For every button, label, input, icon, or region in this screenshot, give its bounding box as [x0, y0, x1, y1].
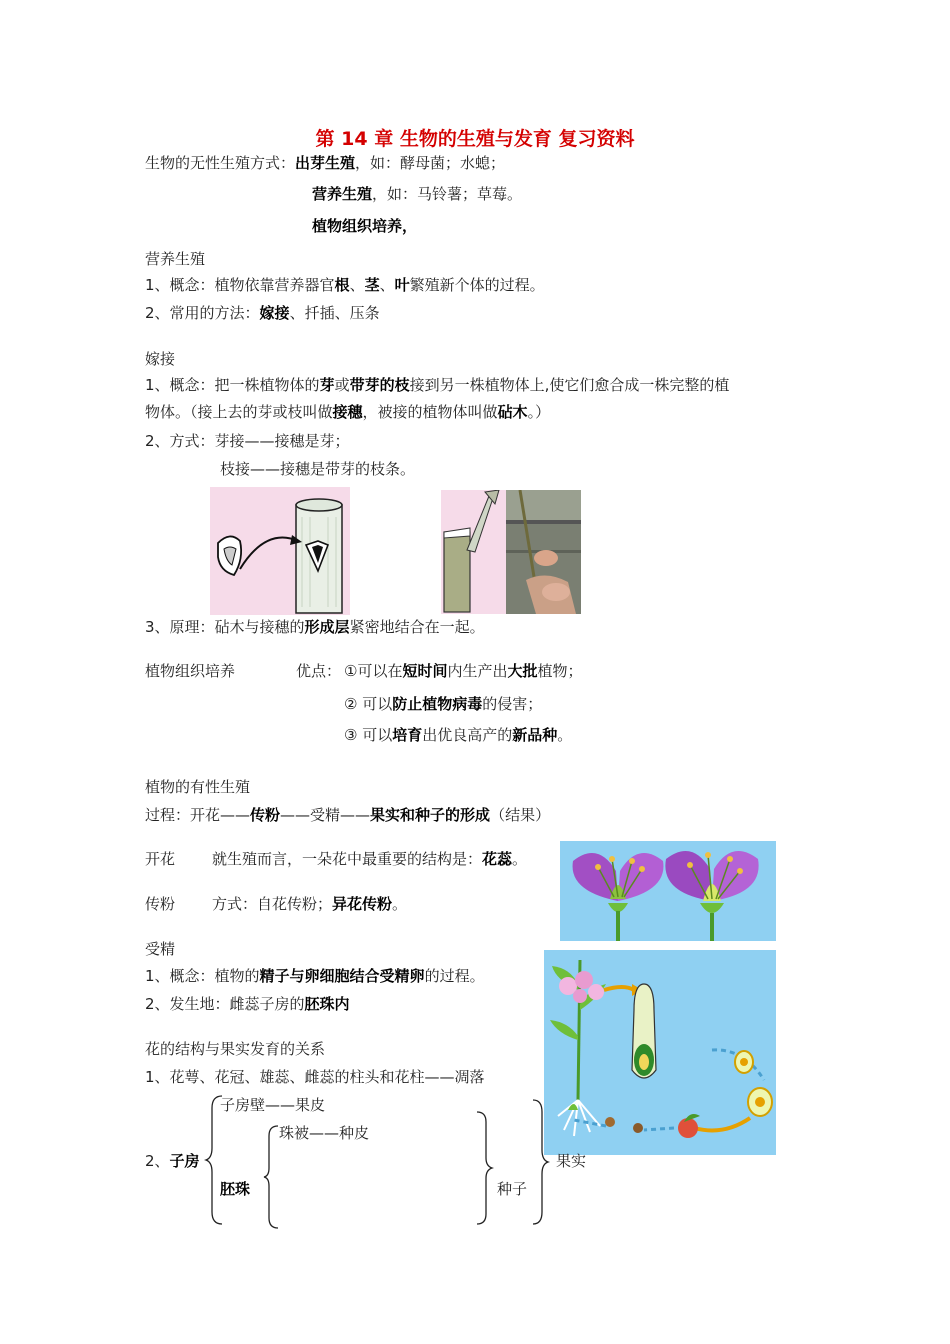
seed-right-brace — [474, 1110, 494, 1226]
veg-methods — [145, 303, 380, 323]
short-time-term: 短时间 — [402, 662, 448, 680]
sep: 、 — [349, 276, 365, 294]
two-flowers-drawing — [560, 841, 776, 941]
culture-advantage-2 — [344, 694, 542, 714]
graft-heading: 嫁接 — [145, 350, 176, 368]
budded-branch-term: 带芽的枝 — [349, 376, 410, 394]
fert-loc-a: 2、发生地：雌蕊子房的 — [145, 995, 305, 1013]
fruit-seed-term: 果实和种子的形成 — [370, 806, 491, 824]
ovule-location-term: 胚珠内 — [304, 995, 350, 1013]
fert-concept — [145, 966, 485, 986]
ovary-left-brace — [204, 1094, 226, 1226]
plant-life-cycle-drawing — [544, 950, 776, 1155]
flower-illustration — [560, 841, 776, 941]
process-a: 过程：开花—— — [145, 806, 251, 824]
cambium-term: 形成层 — [304, 618, 350, 636]
flowering-label: 开花 — [145, 850, 176, 868]
adv3-e: 。 — [557, 726, 573, 744]
fruit-label: 果实 — [556, 1152, 587, 1170]
graft-concept-f: 。） — [527, 403, 551, 421]
pollination-label: 传粉 — [145, 895, 176, 913]
sexual-heading: 植物的有性生殖 — [145, 778, 251, 796]
graft-principle-c: 紧密地结合在一起。 — [349, 618, 485, 636]
ovary-wall-line: 子房壁——果皮 — [220, 1096, 326, 1114]
graft-concept-d: 物体。（接上去的芽或枝叫做 — [145, 403, 333, 421]
fert-a: 1、概念：植物的 — [145, 967, 260, 985]
tissue-culture-line — [312, 216, 417, 236]
culture-advantage-1 — [344, 661, 583, 681]
page-title: 第 14 章 生物的生殖与发育 复习资料 — [315, 128, 635, 150]
graft-concept-1 — [145, 375, 729, 395]
process-d: （结果） — [490, 806, 551, 824]
scion-term: 接穗 — [332, 403, 363, 421]
fruit-right-brace — [530, 1098, 550, 1226]
graft-concept-a: 1、概念：把一株植物体的 — [145, 376, 320, 394]
or-word: 或 — [334, 376, 350, 394]
sep: 、 — [379, 276, 395, 294]
veg-concept-c: 繁殖新个体的过程。 — [409, 276, 545, 294]
flowering-a: 就生殖而言，一朵花中最重要的结构是： — [212, 850, 483, 868]
stem-term: 茎 — [364, 276, 380, 294]
veg-concept-a: 1、概念：植物依靠营养器官 — [145, 276, 335, 294]
veg-methods-c: 、扦插、压条 — [289, 304, 380, 322]
fruit-heading: 花的结构与果实发育的关系 — [145, 1040, 326, 1058]
budding-term: 出芽生殖 — [295, 154, 356, 172]
adv1-a: ①可以在 — [344, 662, 403, 680]
graft-concept-2 — [145, 402, 550, 422]
virus-term: 防止植物病毒 — [392, 695, 483, 713]
graft-principle-a: 3、原理：砧木与接穗的 — [145, 618, 305, 636]
veg-concept — [145, 275, 545, 295]
flowering-text — [212, 849, 527, 869]
new-variety-term: 新品种 — [512, 726, 558, 744]
flowering-c: 。 — [512, 850, 528, 868]
pollination-a: 方式：自花传粉； — [212, 895, 333, 913]
graft-concept-c: 接到另一株植物体上,使它们愈合成一株完整的植 — [409, 376, 730, 394]
breed-term: 培育 — [392, 726, 423, 744]
vegetative-term: 营养生殖 — [312, 185, 373, 203]
adv1-e: 植物； — [537, 662, 583, 680]
bud-term: 芽 — [319, 376, 335, 394]
pollination-text — [212, 894, 407, 914]
rootstock-term: 砧木 — [497, 403, 528, 421]
fert-heading: 受精 — [145, 940, 176, 958]
branch-grafting-drawing — [441, 490, 506, 614]
asexual-intro: 生物的无性生殖方式： — [145, 154, 296, 172]
adv2-a: ② 可以 — [344, 695, 393, 713]
ovary-term: 子房 — [169, 1152, 200, 1170]
sperm-egg-term: 精子与卵细胞结合受精卵 — [259, 967, 425, 985]
fert-location — [145, 994, 350, 1014]
culture-advantages-label: 优点： — [296, 662, 342, 680]
ovary-num: 2、 — [145, 1152, 170, 1170]
adv1-c: 内生产出 — [447, 662, 508, 680]
seed-label: 种子 — [497, 1180, 528, 1198]
ovule-term: 胚珠 — [220, 1180, 251, 1198]
graft-method-branch: 枝接——接穗是带芽的枝条。 — [220, 460, 416, 478]
adv3-a: ③ 可以 — [344, 726, 393, 744]
graft-concept-e: ，被接的植物体叫做 — [362, 403, 498, 421]
branch-grafting-photo — [506, 490, 581, 614]
vegetative-examples: ，如：马铃薯；草莓。 — [372, 185, 523, 203]
bud-grafting-drawing — [210, 487, 350, 615]
graft-principle — [145, 617, 485, 637]
ovary-line — [145, 1151, 200, 1171]
culture-heading: 植物组织培养 — [145, 662, 236, 680]
hands-grafting-photo — [506, 490, 581, 614]
root-term: 根 — [334, 276, 350, 294]
bud-grafting-illustration — [210, 487, 350, 615]
fert-c: 的过程。 — [424, 967, 485, 985]
tissue-culture-term: 植物组织培养， — [312, 217, 418, 235]
large-batch-term: 大批 — [507, 662, 538, 680]
process-c: ——受精—— — [280, 806, 371, 824]
adv3-c: 出优良高产的 — [422, 726, 513, 744]
vegetative-line — [312, 184, 522, 204]
asexual-intro-line — [145, 153, 505, 173]
pollination-term: 传粉 — [250, 806, 281, 824]
cross-pollination-term: 异花传粉 — [332, 895, 393, 913]
ovule-left-brace — [262, 1124, 282, 1230]
branch-grafting-illustration — [441, 490, 506, 614]
grafting-term: 嫁接 — [259, 304, 290, 322]
life-cycle-illustration — [544, 950, 776, 1155]
veg-heading: 营养生殖 — [145, 250, 206, 268]
stamen-pistil-term: 花蕊 — [482, 850, 513, 868]
culture-advantage-3 — [344, 725, 572, 745]
fruit-line-1: 1、花萼、花冠、雄蕊、雌蕊的柱头和花柱——凋落 — [145, 1068, 485, 1086]
graft-method-bud: 2、方式：芽接——接穗是芽； — [145, 432, 350, 450]
veg-methods-a: 2、常用的方法： — [145, 304, 260, 322]
budding-examples: ，如：酵母菌；水螅； — [355, 154, 506, 172]
pollination-c: 。 — [392, 895, 408, 913]
leaf-term: 叶 — [394, 276, 410, 294]
adv2-c: 的侵害； — [482, 695, 543, 713]
integument-line: 珠被——种皮 — [279, 1124, 370, 1142]
sexual-process — [145, 805, 550, 825]
